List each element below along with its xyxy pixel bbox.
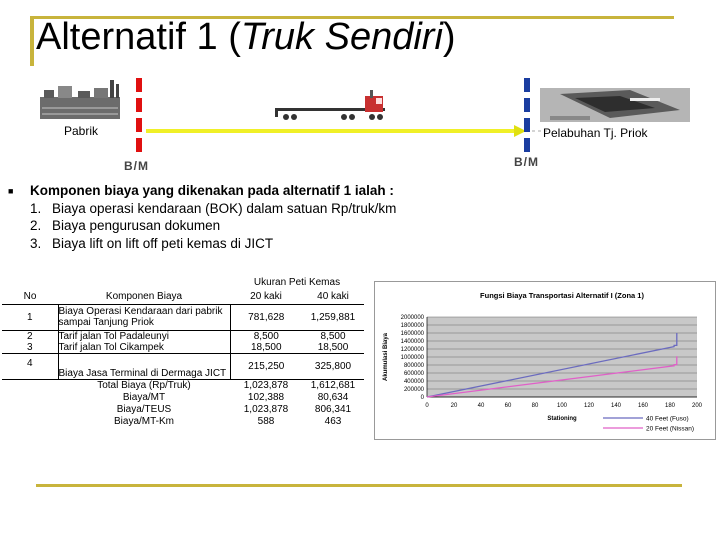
header-no: No [23, 290, 37, 302]
cost-function-chart [375, 282, 715, 439]
x-tick-label: 80 [531, 403, 539, 409]
x-tick-label: 20 [450, 403, 458, 409]
x-tick-label: 180 [664, 403, 676, 409]
page-title: Alternatif 1 (Truk Sendiri) [36, 16, 456, 58]
origin-label: Pabrik [64, 124, 99, 138]
group-header: Ukuran Peti Kemas [253, 277, 341, 288]
chart-frame [374, 281, 716, 440]
bottom-rule [36, 484, 682, 487]
y-tick-label: 1600000 [400, 331, 424, 337]
destination-bm-marker [524, 78, 530, 152]
x-axis-label: Stationing [547, 416, 577, 422]
x-tick-label: 0 [425, 403, 429, 409]
summary-row: Total Biaya (Rp/Truk) 1,023,878 1,612,681 [2, 379, 364, 391]
header-20ft: 20 kaki [250, 290, 282, 302]
legend-label-0: 40 Feet (Fuso) [646, 415, 689, 423]
legend-label-1: 20 Feet (Nissan) [646, 425, 695, 433]
origin-bm-marker [136, 78, 142, 152]
table-row: 1 Biaya Operasi Kendaraan dari pabrik sampai Tanjung Priok 781,628 1,259,881 [2, 304, 364, 330]
y-tick-label: 200000 [403, 387, 424, 393]
component-item: 3. Biaya lift on lift off peti kemas di JICT [30, 235, 274, 251]
summary-row: Biaya/MT 102,388 80,634 [122, 391, 349, 403]
destination-label: Pelabuhan Tj. Priok [543, 126, 648, 140]
x-tick-label: 200 [691, 403, 703, 409]
component-item: 1. Biaya operasi kendaraan (BOK) dalam satuan Rp/truk/km [30, 200, 397, 216]
x-tick-label: 160 [637, 403, 649, 409]
x-tick-label: 120 [583, 403, 595, 409]
title-accent-bar [30, 16, 34, 66]
y-axis-label: Akumulasi Biaya [383, 332, 389, 382]
y-tick-label: 600000 [403, 371, 424, 377]
header-40ft: 40 kaki [317, 290, 349, 302]
cost-table [2, 276, 364, 427]
truck-icon [275, 90, 385, 120]
x-tick-label: 40 [477, 403, 485, 409]
y-tick-label: 0 [420, 395, 424, 401]
table-row: 4 Biaya Jasa Terminal di Dermaga JICT 215,250 325,800 [2, 353, 364, 379]
header-component: Komponen Biaya [105, 290, 183, 302]
port-icon [540, 88, 690, 122]
table-row: 2 Tarif jalan Tol Padaleunyi 8,500 8,500 [2, 330, 364, 342]
table-row: 3 Tarif jalan Tol Cikampek 18,500 18,500 [26, 341, 349, 353]
y-tick-label: 800000 [403, 363, 424, 369]
y-tick-label: 1400000 [400, 339, 424, 345]
origin-bm-label: B/M [124, 159, 149, 173]
y-tick-label: 1200000 [400, 347, 424, 353]
summary-row: Biaya/MT-Km 588 463 [113, 415, 342, 427]
bullet-icon: ■ [8, 186, 14, 196]
x-tick-label: 60 [504, 403, 512, 409]
y-tick-label: 1800000 [400, 323, 424, 329]
destination-bm-label: B/M [514, 155, 539, 169]
y-tick-label: 1000000 [400, 355, 424, 361]
x-tick-label: 140 [610, 403, 622, 409]
components-list [30, 182, 396, 252]
factory-icon [40, 80, 120, 119]
summary-row: Biaya/TEUS 1,023,878 806,341 [116, 403, 352, 415]
chart-title: Fungsi Biaya Transportasi Alternatif I (Zona 1) [480, 291, 644, 300]
y-tick-label: 400000 [403, 379, 424, 385]
x-tick-label: 100 [556, 403, 568, 409]
components-heading: Komponen biaya yang dikenakan pada alternatif 1 ialah : [30, 183, 394, 198]
component-item: 2. Biaya pengurusan dokumen [30, 218, 221, 233]
y-tick-label: 2000000 [400, 315, 424, 321]
route-diagram [30, 72, 720, 172]
